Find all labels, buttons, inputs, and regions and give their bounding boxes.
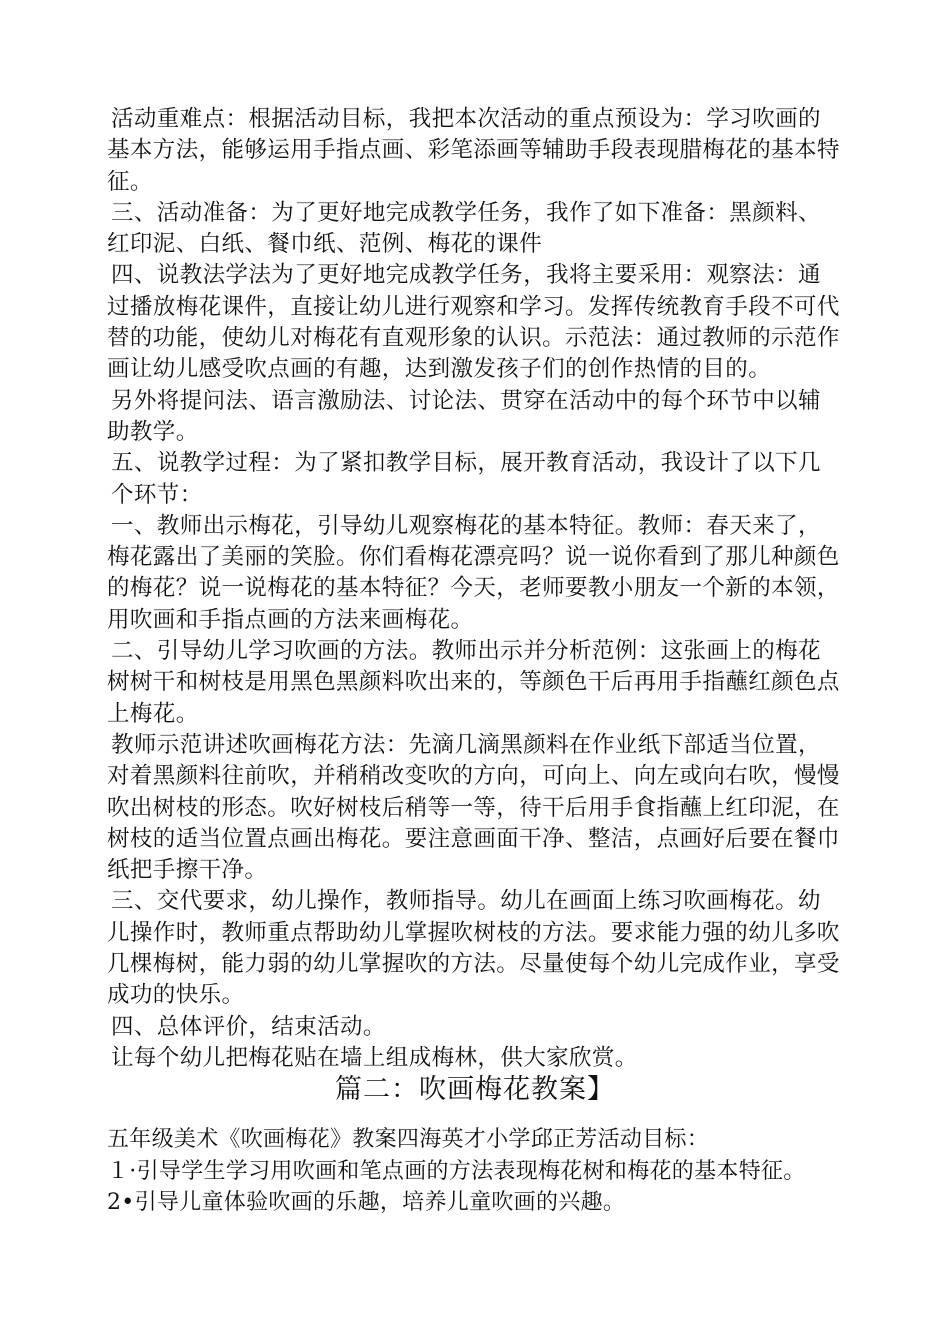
- text-line: 替的功能，使幼儿对梅花有直观形象的认识。示范法：通过教师的示范作: [107, 325, 840, 352]
- text-line: 征。: [107, 168, 153, 195]
- text-line: 红印泥、白纸、餐巾纸、范例、梅花的课件: [107, 231, 543, 258]
- text-line: 树树干和树枝是用黑色黑颜料吹出来的，等颜色干后再用手指蘸红颜色点: [107, 669, 840, 696]
- text-line: １·引导学生学习用吹画和笔点画的方法表现梅花树和梅花的基本特征。: [107, 1158, 806, 1184]
- text-line: 五、说教学过程：为了紧扣教学目标，展开教育活动，我设计了以下几: [111, 450, 821, 477]
- text-line: 三、交代要求，幼儿操作，教师指导。幼儿在画面上练习吹画梅花。幼: [111, 888, 821, 915]
- text-line: 教师示范讲述吹画梅花方法：先滴几滴黑颜料在作业纸下部适当位置，: [111, 731, 821, 758]
- text-line: 树枝的适当位置点画出梅花。要注意画面干净、整洁，点画好后要在餐巾: [107, 825, 840, 852]
- text-line: 上梅花。: [107, 700, 199, 727]
- text-line: 另外将提问法、语言激励法、讨论法、贯穿在活动中的每个环节中以辅: [111, 387, 821, 414]
- text-line: 吹出树枝的形态。吹好树枝后稍等一等，待干后用手食指蘸上红印泥，在: [107, 794, 840, 821]
- text-line: 纸把手擦干净。: [107, 857, 268, 884]
- text-line: 四、总体评价，结束活动。: [111, 1013, 386, 1040]
- text-line: 一、教师出示梅花，引导幼儿观察梅花的基本特征。教师：春天来了，: [111, 512, 821, 539]
- text-line: 五年级美术《吹画梅花》教案四海英才小学邱正芳活动目标：: [107, 1127, 710, 1152]
- text-line: 活动重难点：根据活动目标，我把本次活动的重点预设为：学习吹画的: [111, 106, 821, 132]
- text-line: 个环节：: [111, 481, 203, 508]
- text-line: 二、引导幼儿学习吹画的方法。教师出示并分析范例：这张画上的梅花: [111, 638, 821, 665]
- section-two-body: [107, 1124, 867, 1219]
- text-line: 三、活动准备：为了更好地完成教学任务，我作了如下准备：黑颜料、: [111, 199, 821, 226]
- text-line: 的梅花？说一说梅花的基本特征？今天，老师要教小朋友一个新的本领，: [107, 575, 840, 602]
- text-line: 2•引导儿童体验吹画的乐趣，培养儿童吹画的兴趣。: [107, 1190, 626, 1215]
- text-line: 用吹画和手指点画的方法来画梅花。: [107, 606, 474, 633]
- text-line: 儿操作时，教师重点帮助幼儿掌握吹树枝的方法。要求能力强的幼儿多吹: [107, 919, 840, 946]
- document-body: [107, 104, 859, 1074]
- text-line: 过播放梅花课件，直接让幼儿进行观察和学习。发挥传统教育手段不可代: [107, 293, 840, 320]
- text-line: 四、说教法学法为了更好地完成教学任务，我将主要采用：观察法：通: [111, 262, 821, 289]
- text-line: 基本方法，能够运用手指点画、彩笔添画等辅助手段表现腊梅花的基本特: [107, 137, 840, 164]
- text-line: 成功的快乐。: [107, 982, 245, 1009]
- text-line: 画让幼儿感受吹点画的有趣，达到激发孩子们的创作热情的目的。: [107, 356, 772, 383]
- text-line: 几棵梅树，能力弱的幼儿掌握吹的方法。尽量使每个幼儿完成作业，享受: [107, 951, 840, 978]
- text-line: 让每个幼儿把梅花贴在墙上组成梅林，供大家欣赏。: [111, 1044, 638, 1071]
- text-line: 对着黑颜料往前吹，并稍稍改变吹的方向，可向上、向左或向右吹，慢慢: [107, 763, 840, 790]
- section-heading: 篇二：吹画梅花教案】: [335, 1074, 615, 1105]
- text-line: 助教学。: [107, 418, 199, 445]
- text-line: 梅花露出了美丽的笑脸。你们看梅花漂亮吗？说一说你看到了那儿种颜色: [107, 544, 840, 571]
